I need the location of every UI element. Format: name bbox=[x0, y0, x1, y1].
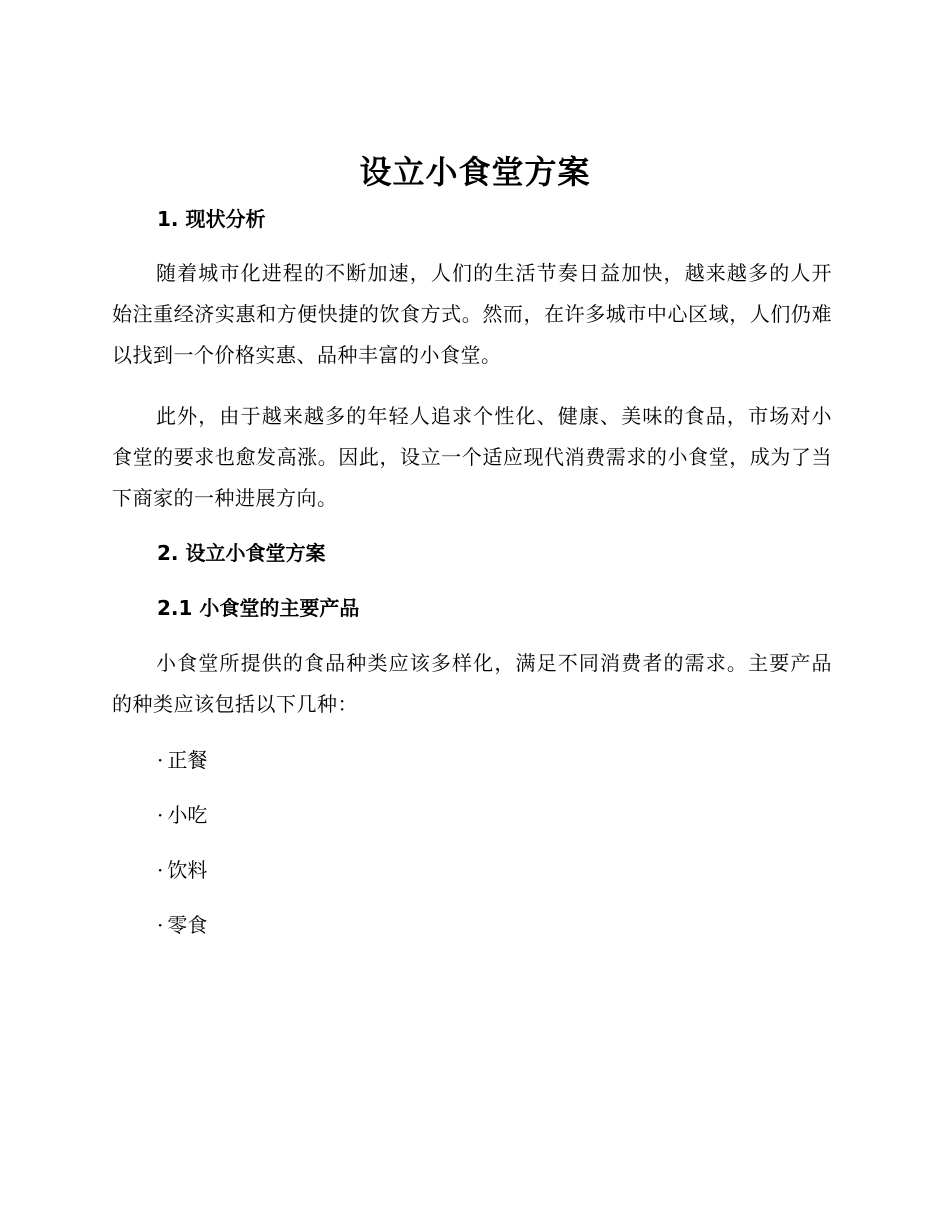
section-heading-status-analysis: 1. 现状分析 bbox=[157, 207, 266, 231]
paragraph-products: 小食堂所提供的食品种类应该多样化，满足不同消费者的需求。主要产品的种类应该包括以下几种： bbox=[112, 651, 832, 716]
bullet-icon: · bbox=[157, 748, 164, 772]
list-item-label: 零食 bbox=[167, 913, 208, 937]
paragraph-status-2: 此外，由于越来越多的年轻人追求个性化、健康、美味的食品，市场对小食堂的要求也愈发高涨。因此，设立一个适应现代消费需求的小食堂，成为了当下商家的一种进展方向。 bbox=[112, 404, 832, 510]
section-heading-main-products: 2.1 小食堂的主要产品 bbox=[157, 596, 360, 620]
list-item bbox=[157, 801, 207, 829]
list-item-label: 正餐 bbox=[167, 748, 208, 772]
bullet-icon: · bbox=[157, 913, 164, 937]
list-item bbox=[157, 746, 207, 774]
list-item bbox=[157, 911, 207, 939]
list-item bbox=[157, 856, 207, 884]
list-item-label: 饮料 bbox=[167, 858, 208, 882]
bullet-icon: · bbox=[157, 803, 164, 827]
document-title: 设立小食堂方案 bbox=[359, 153, 591, 191]
section-heading-plan: 2. 设立小食堂方案 bbox=[157, 541, 326, 565]
paragraph-status-1: 随着城市化进程的不断加速，人们的生活节奏日益加快，越来越多的人开始注重经济实惠和方便快捷的饮食方式。然而，在许多城市中心区域，人们仍难以找到一个价格实惠、品种丰富的小食堂。 bbox=[112, 261, 832, 367]
bullet-icon: · bbox=[157, 858, 164, 882]
list-item-label: 小吃 bbox=[167, 803, 208, 827]
